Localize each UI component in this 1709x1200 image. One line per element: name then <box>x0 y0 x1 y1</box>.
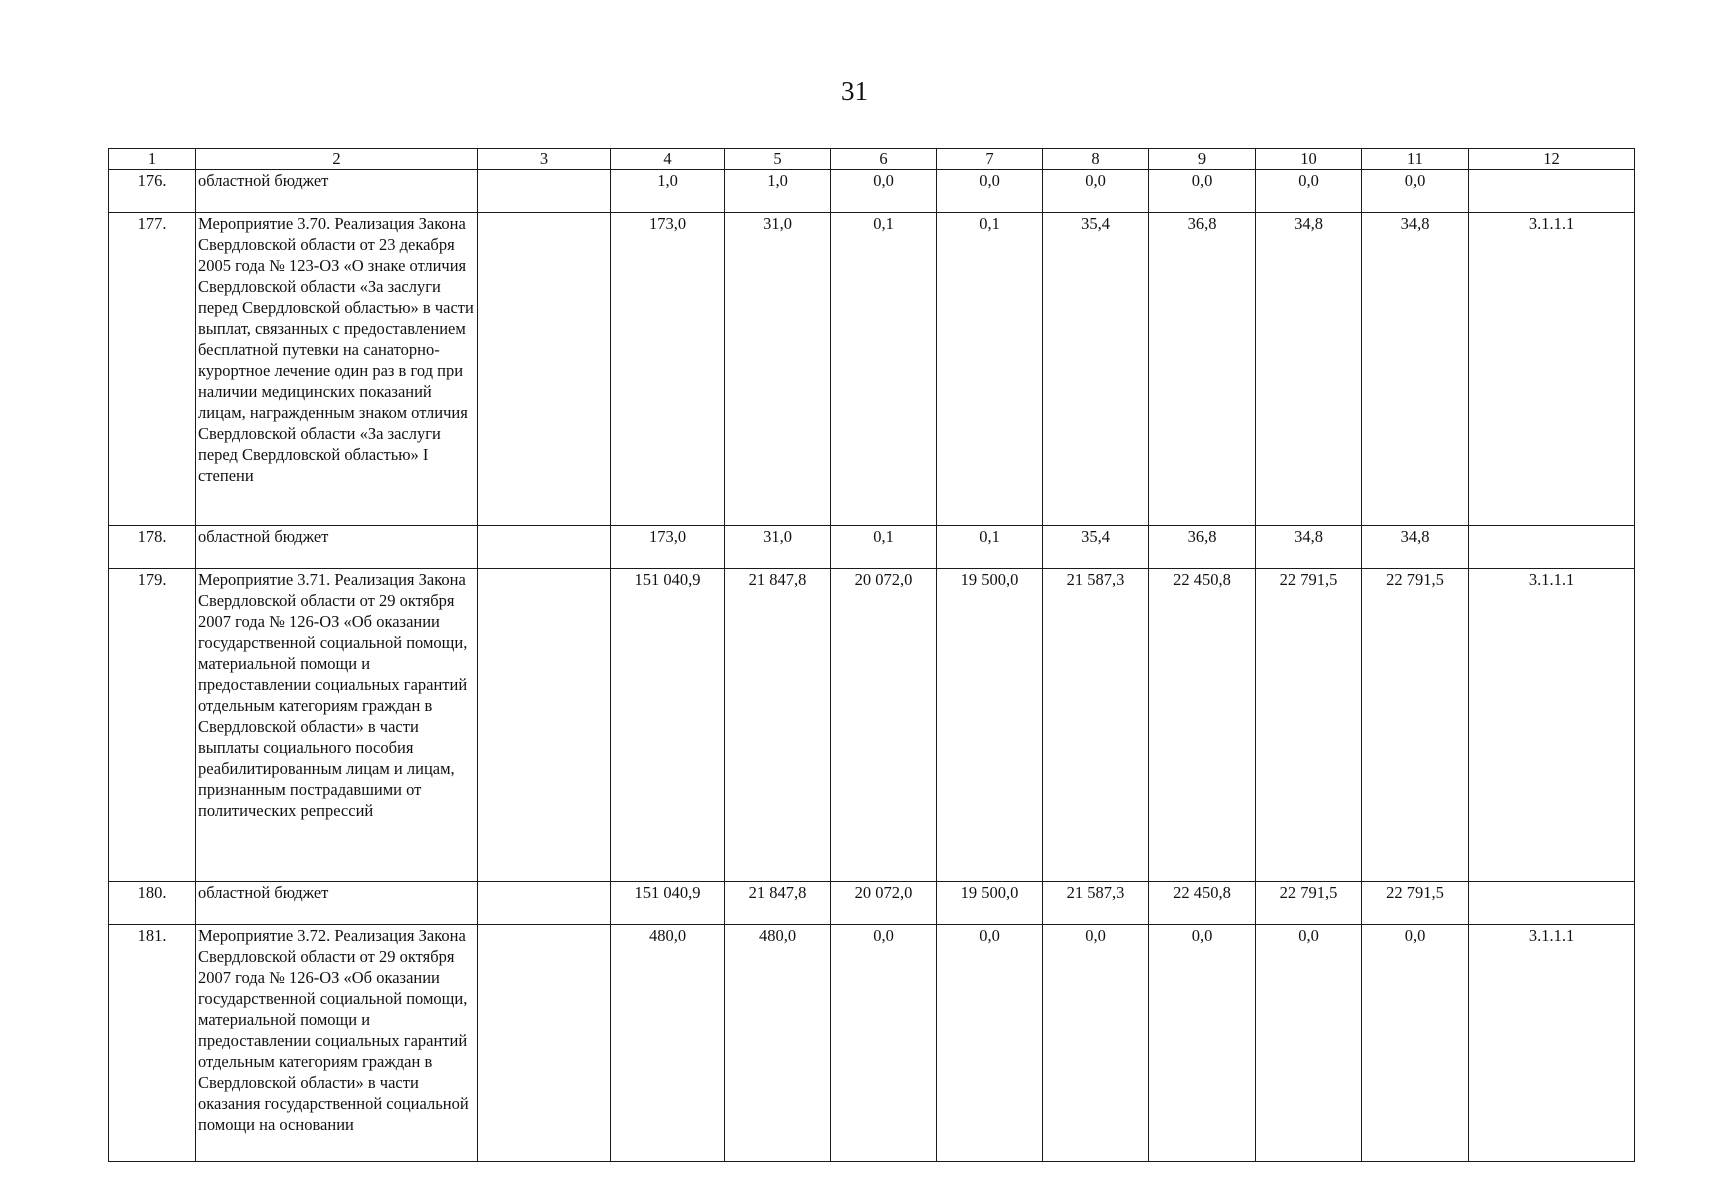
row-column-3 <box>478 925 611 1162</box>
column-number: 5 <box>725 149 831 170</box>
row-value: 22 450,8 <box>1149 569 1256 882</box>
row-column-3 <box>478 569 611 882</box>
row-value: 21 847,8 <box>725 882 831 925</box>
row-value: 34,8 <box>1256 526 1362 569</box>
column-number: 2 <box>196 149 478 170</box>
row-description-text: областной бюджет <box>198 883 329 902</box>
row-description-text: Мероприятие 3.71. Реализация Закона Свердловской области от 29 октября 2007 года № 126-ОЗ «Об оказании государственной социальной помощи, материальной помощи и предоставлении социальных гарантий отдельным категориям граждан в Свердловской области» в части выплаты социального пособия реабилитированным лицам и лицам, признанным пострадавшими от политических репрессий <box>198 570 468 820</box>
row-value: 0,0 <box>1043 170 1149 213</box>
row-value: 0,0 <box>1043 925 1149 1162</box>
row-value: 22 450,8 <box>1149 882 1256 925</box>
row-value: 36,8 <box>1149 213 1256 526</box>
row-value: 151 040,9 <box>611 882 725 925</box>
row-description-text: Мероприятие 3.72. Реализация Закона Свердловской области от 29 октября 2007 года № 126-ОЗ «Об оказании государственной социальной помощи, материальной помощи и предоставлении социальных гарантий отдельным категориям граждан в Свердловской области» в части оказания государственной социальной помощи на основании <box>198 926 469 1134</box>
row-value: 35,4 <box>1043 526 1149 569</box>
page-number: 31 <box>841 76 868 106</box>
row-value: 35,4 <box>1043 213 1149 526</box>
row-description-text: областной бюджет <box>198 171 329 190</box>
row-value: 22 791,5 <box>1362 569 1469 882</box>
column-number: 10 <box>1256 149 1362 170</box>
column-number: 4 <box>611 149 725 170</box>
table-row <box>109 882 1635 925</box>
row-value: 173,0 <box>611 526 725 569</box>
row-value: 0,0 <box>831 170 937 213</box>
row-value: 0,0 <box>831 925 937 1162</box>
row-column-3 <box>478 526 611 569</box>
row-value: 480,0 <box>725 925 831 1162</box>
row-value: 34,8 <box>1362 526 1469 569</box>
row-description <box>196 213 478 526</box>
row-code: 3.1.1.1 <box>1469 213 1635 526</box>
row-value: 34,8 <box>1256 213 1362 526</box>
row-code: 3.1.1.1 <box>1469 925 1635 1162</box>
row-value: 1,0 <box>725 170 831 213</box>
column-number: 8 <box>1043 149 1149 170</box>
row-number: 181. <box>109 925 196 1162</box>
row-value: 1,0 <box>611 170 725 213</box>
table-row <box>109 925 1635 1162</box>
table-row <box>109 526 1635 569</box>
row-description <box>196 882 478 925</box>
row-value: 0,0 <box>1149 925 1256 1162</box>
row-number: 176. <box>109 170 196 213</box>
row-value: 0,0 <box>1362 925 1469 1162</box>
column-number: 6 <box>831 149 937 170</box>
column-number: 7 <box>937 149 1043 170</box>
row-value: 480,0 <box>611 925 725 1162</box>
table-row <box>109 569 1635 882</box>
table-row <box>109 213 1635 526</box>
row-value: 22 791,5 <box>1256 882 1362 925</box>
budget-table <box>108 148 1635 1162</box>
column-numbers-row <box>109 149 1635 170</box>
row-description <box>196 569 478 882</box>
row-value: 20 072,0 <box>831 569 937 882</box>
row-value: 0,0 <box>1362 170 1469 213</box>
row-value: 0,0 <box>1256 925 1362 1162</box>
column-number: 12 <box>1469 149 1635 170</box>
row-description <box>196 170 478 213</box>
row-value: 21 847,8 <box>725 569 831 882</box>
row-code: 3.1.1.1 <box>1469 569 1635 882</box>
row-number: 180. <box>109 882 196 925</box>
row-value: 21 587,3 <box>1043 882 1149 925</box>
row-value: 36,8 <box>1149 526 1256 569</box>
row-value: 31,0 <box>725 213 831 526</box>
table-row <box>109 170 1635 213</box>
row-value: 0,0 <box>937 170 1043 213</box>
row-value: 22 791,5 <box>1362 882 1469 925</box>
column-number: 1 <box>109 149 196 170</box>
row-description-text: областной бюджет <box>198 527 329 546</box>
row-value: 19 500,0 <box>937 882 1043 925</box>
row-value: 0,1 <box>937 526 1043 569</box>
row-description <box>196 925 478 1162</box>
row-value: 151 040,9 <box>611 569 725 882</box>
row-code <box>1469 526 1635 569</box>
row-column-3 <box>478 213 611 526</box>
row-value: 0,1 <box>831 213 937 526</box>
row-value: 0,1 <box>937 213 1043 526</box>
row-value: 21 587,3 <box>1043 569 1149 882</box>
row-value: 22 791,5 <box>1256 569 1362 882</box>
row-number: 177. <box>109 213 196 526</box>
row-value: 173,0 <box>611 213 725 526</box>
column-number: 3 <box>478 149 611 170</box>
row-value: 20 072,0 <box>831 882 937 925</box>
row-number: 179. <box>109 569 196 882</box>
column-number: 9 <box>1149 149 1256 170</box>
row-code <box>1469 170 1635 213</box>
row-column-3 <box>478 882 611 925</box>
row-column-3 <box>478 170 611 213</box>
row-value: 0,0 <box>1256 170 1362 213</box>
row-value: 0,1 <box>831 526 937 569</box>
row-value: 0,0 <box>1149 170 1256 213</box>
row-value: 34,8 <box>1362 213 1469 526</box>
row-number: 178. <box>109 526 196 569</box>
row-description-text: Мероприятие 3.70. Реализация Закона Свердловской области от 23 декабря 2005 года № 123-ОЗ «О знаке отличия Свердловской области «За заслуги перед Свердловской областью» в части выплат, связанных с предоставлением бесплатной путевки на санаторно-курортное лечение один раз в год при наличии медицинских показаний лицам, награжденным знаком отличия Свердловской области «За заслуги перед Свердловской областью» I степени <box>198 214 474 485</box>
column-number: 11 <box>1362 149 1469 170</box>
row-value: 0,0 <box>937 925 1043 1162</box>
row-value: 19 500,0 <box>937 569 1043 882</box>
row-description <box>196 526 478 569</box>
row-code <box>1469 882 1635 925</box>
row-value: 31,0 <box>725 526 831 569</box>
